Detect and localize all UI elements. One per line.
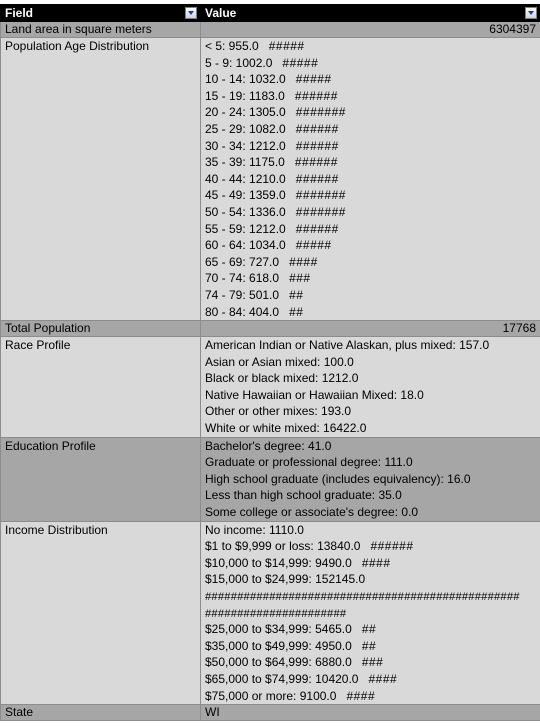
income-bar: ######: [370, 538, 413, 555]
income-line: [205, 538, 536, 555]
row-age-distribution: [1, 38, 540, 321]
cell-land-area-label[interactable]: Land area in square meters: [1, 22, 201, 38]
education-line: Some college or associate's degree: 0.0: [205, 504, 536, 521]
row-education-profile: [1, 437, 540, 521]
age-bar: ######: [295, 88, 338, 105]
cell-land-area-value[interactable]: 6304397: [201, 22, 540, 38]
data-table: [0, 4, 540, 721]
income-line: [205, 605, 536, 622]
income-bar: ####: [368, 671, 397, 688]
cell-state-label[interactable]: State: [1, 705, 201, 721]
filter-dropdown-icon[interactable]: [525, 7, 537, 19]
age-text: 45 - 49: 1359.0: [205, 188, 286, 202]
income-line: [205, 522, 536, 539]
age-bar: #######: [296, 104, 346, 121]
age-line: [205, 38, 536, 55]
income-line: [205, 671, 536, 688]
age-text: 35 - 39: 1175.0: [205, 155, 285, 169]
income-line: [205, 588, 536, 605]
age-text: 80 - 84: 404.0: [205, 305, 279, 319]
income-bar: ##: [362, 621, 376, 638]
cut-off-title-strip: [0, 0, 540, 4]
row-race-profile: [1, 337, 540, 438]
income-text: $35,000 to $49,999: 4950.0: [205, 639, 352, 653]
cell-state-value[interactable]: WI: [201, 705, 540, 721]
income-line: [205, 571, 536, 588]
age-line: [205, 204, 536, 221]
age-bar: #####: [269, 38, 305, 55]
age-bar: #####: [296, 71, 332, 88]
age-text: 55 - 59: 1212.0: [205, 222, 286, 236]
race-line: White or white mixed: 16422.0: [205, 420, 536, 437]
income-text: $50,000 to $64,999: 6880.0: [205, 655, 352, 669]
age-line: [205, 55, 536, 72]
age-line: [205, 187, 536, 204]
cell-income-label[interactable]: [1, 521, 201, 705]
age-line: [205, 104, 536, 121]
age-bar: ######: [295, 154, 338, 171]
age-line: [205, 304, 536, 321]
income-bar: ####: [362, 555, 391, 572]
age-text: 65 - 69: 727.0: [205, 255, 279, 269]
cell-total-population-value[interactable]: 17768: [201, 321, 540, 337]
income-text: $15,000 to $24,999: 152145.0: [205, 572, 365, 586]
cell-age-label[interactable]: [1, 38, 201, 321]
income-bar: ######################: [205, 608, 346, 620]
education-line: Graduate or professional degree: 111.0: [205, 454, 536, 471]
age-text: 40 - 44: 1210.0: [205, 172, 286, 186]
income-text: $75,000 or more: 9100.0: [205, 689, 336, 703]
age-bar: ######: [296, 171, 339, 188]
age-text: 70 - 74: 618.0: [205, 271, 279, 285]
age-line: [205, 254, 536, 271]
cell-age-values[interactable]: [201, 38, 540, 321]
race-label: Race Profile: [5, 337, 196, 354]
age-bar: ###: [289, 270, 311, 287]
row-land-area: [1, 22, 540, 38]
age-line: [205, 270, 536, 287]
age-bar: ####: [289, 254, 318, 271]
age-text: < 5: 955.0: [205, 39, 259, 53]
income-bar: #################################################: [205, 591, 520, 603]
age-bar: #######: [296, 204, 346, 221]
income-line: [205, 621, 536, 638]
age-text: 30 - 34: 1212.0: [205, 139, 286, 153]
income-text: $10,000 to $14,999: 9490.0: [205, 556, 352, 570]
age-bar: #######: [296, 187, 346, 204]
education-label: Education Profile: [5, 438, 196, 455]
cell-total-population-label[interactable]: Total Population: [1, 321, 201, 337]
age-text: 20 - 24: 1305.0: [205, 105, 286, 119]
age-text: 74 - 79: 501.0: [205, 288, 279, 302]
age-text: 15 - 19: 1183.0: [205, 89, 285, 103]
race-line: Native Hawaiian or Hawaiian Mixed: 18.0: [205, 387, 536, 404]
education-line: High school graduate (includes equivalency): 16.0: [205, 471, 536, 488]
income-text: $65,000 to $74,999: 10420.0: [205, 672, 358, 686]
cell-income-values[interactable]: [201, 521, 540, 705]
age-bar: ##: [289, 287, 303, 304]
age-text: 10 - 14: 1032.0: [205, 72, 286, 86]
age-line: [205, 237, 536, 254]
age-bar: #####: [296, 237, 332, 254]
age-line: [205, 287, 536, 304]
age-text: 25 - 29: 1082.0: [205, 122, 286, 136]
income-line: [205, 555, 536, 572]
income-line: [205, 688, 536, 705]
education-line: Less than high school graduate: 35.0: [205, 487, 536, 504]
bottom-strip: [0, 721, 540, 727]
age-line: [205, 121, 536, 138]
age-bar: ######: [296, 121, 339, 138]
age-line: [205, 221, 536, 238]
age-text: 50 - 54: 1336.0: [205, 205, 286, 219]
income-line: [205, 654, 536, 671]
age-line: [205, 138, 536, 155]
age-line: [205, 88, 536, 105]
age-label: Population Age Distribution: [5, 38, 196, 55]
row-total-population: [1, 321, 540, 337]
age-text: 60 - 64: 1034.0: [205, 238, 286, 252]
income-text: $1 to $9,999 or loss: 13840.0: [205, 539, 360, 553]
age-bar: ######: [296, 221, 339, 238]
row-income-distribution: [1, 521, 540, 705]
income-bar: ####: [346, 688, 375, 705]
income-label: Income Distribution: [5, 522, 196, 539]
header-field[interactable]: [1, 5, 201, 22]
income-bar: ###: [362, 654, 384, 671]
race-line: American Indian or Native Alaskan, plus mixed: 157.0: [205, 337, 536, 354]
age-line: [205, 154, 536, 171]
age-bar: #####: [282, 55, 318, 72]
income-line: [205, 638, 536, 655]
cell-education-values[interactable]: [201, 437, 540, 521]
race-line: Black or black mixed: 1212.0: [205, 370, 536, 387]
header-value[interactable]: [201, 5, 540, 22]
cell-education-label[interactable]: [1, 437, 201, 521]
row-state: [1, 705, 540, 721]
age-line: [205, 171, 536, 188]
age-text: 5 - 9: 1002.0: [205, 56, 272, 70]
header-field-label: Field: [5, 6, 33, 20]
age-line: [205, 71, 536, 88]
header-value-label: Value: [205, 6, 236, 20]
header-row: [1, 5, 540, 22]
education-line: Bachelor's degree: 41.0: [205, 438, 536, 455]
race-line: Other or other mixes: 193.0: [205, 403, 536, 420]
age-bar: ######: [296, 138, 339, 155]
income-text: $25,000 to $34,999: 5465.0: [205, 622, 352, 636]
income-text: No income: 1110.0: [205, 523, 304, 537]
race-line: Asian or Asian mixed: 100.0: [205, 354, 536, 371]
cell-race-label[interactable]: [1, 337, 201, 438]
income-bar: ##: [362, 638, 376, 655]
filter-dropdown-icon[interactable]: [185, 7, 197, 19]
cell-race-values[interactable]: [201, 337, 540, 438]
age-bar: ##: [289, 304, 303, 321]
